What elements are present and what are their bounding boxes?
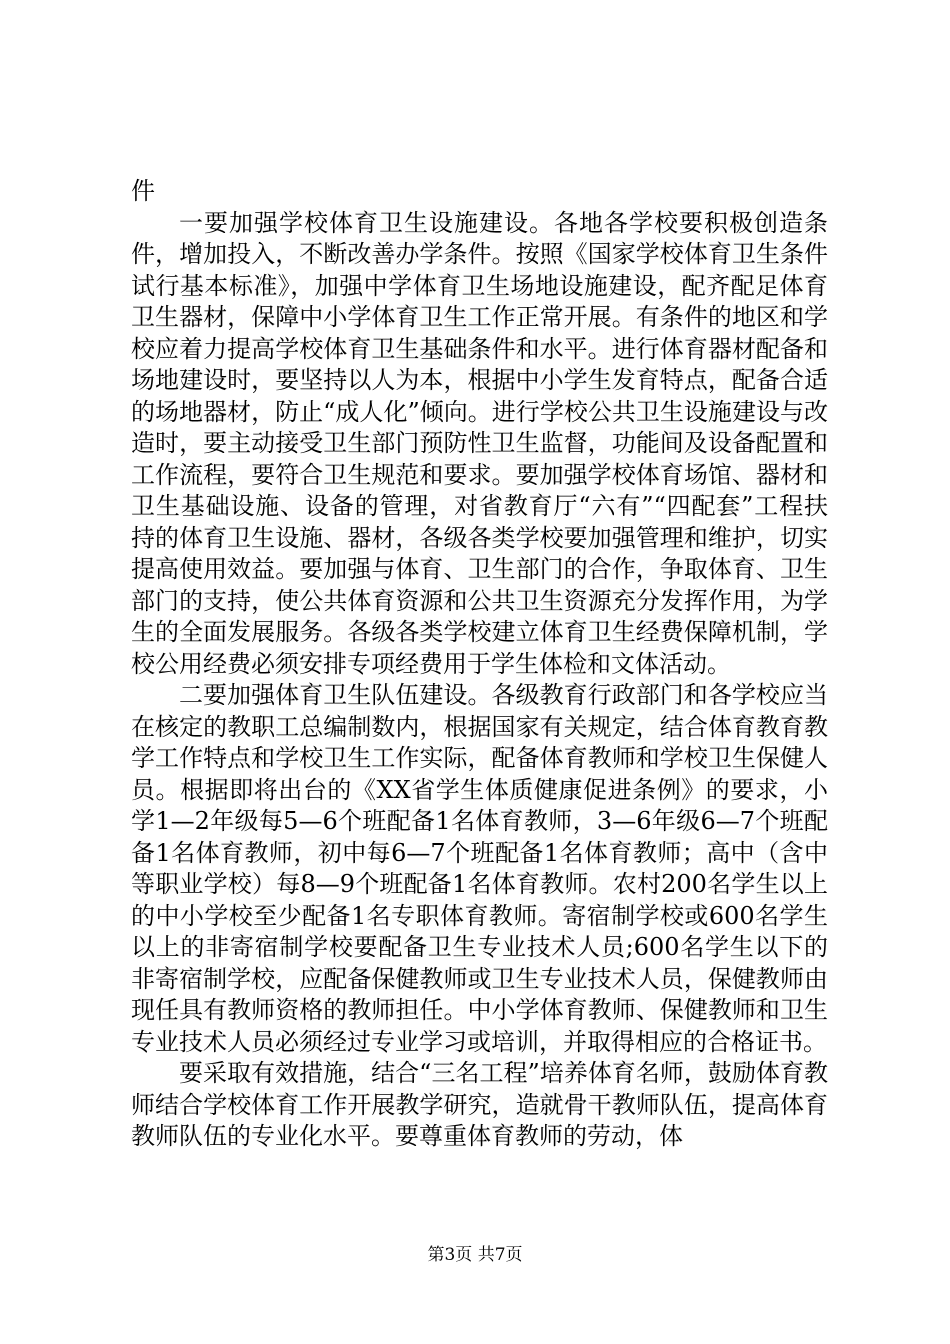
paragraph-continuation: 件 <box>131 177 155 205</box>
paragraph-facilities: 一要加强学校体育卫生设施建设。各地各学校要积极创造条件，增加投入，不断改善办学条件。按照《国家学校体育卫生条件试行基本标准》，加强中学体育卫生场地设施建设，配齐配足体育卫生器材，保障中小学体育卫生工作正常开展。有条件的地区和学校应着力提高学校体育卫生基础条件和水平。进行体育器材配备和场地建设时，要坚持以人为本，根据中小学生发育特点，配备合适的场地器材，防止“成人化”倾向。进行学校公共卫生设施建设与改造时，要主动接受卫生部门预防性卫生监督，功能间及设备配置和工作流程，要符合卫生规范和要求。要加强学校体育场馆、器材和卫生基础设施、设备的管理，对省教育厅“六有”“四配套”工程扶持的体育卫生设施、器材，各级各类学校要加强管理和维护，切实提高使用效益。要加强与体育、卫生部门的合作，争取体育、卫生部门的支持，使公共体育资源和公共卫生资源充分发挥作用，为学生的全面发展服务。各级各类学校建立体育卫生经费保障机制，学校公用经费必须安排专项经费用于学生体检和文体活动。 <box>131 208 828 678</box>
document-body <box>131 176 828 1153</box>
page-number-footer: 第3页 共7页 <box>427 1245 523 1265</box>
paragraph-staffing: 二要加强体育卫生队伍建设。各级教育行政部门和各学校应当在核定的教职工总编制数内，根据国家有关规定，结合体育教育教学工作特点和学校卫生工作实际，配备体育教师和学校卫生保健人员。根据即将出台的《XX省学生体质健康促进条例》的要求，小学1—2年级每5—6个班配备1名体育教师，3—6年级6—7个班配备1名体育教师，初中每6—7个班配备1名体育教师；高中（含中等职业学校）每8—9个班配备1名体育教师。农村200名学生以上的中小学校至少配备1名专职体育教师。寄宿制学校或600名学生以上的非寄宿制学校要配备卫生专业技术人员;600名学生以下的非寄宿制学校，应配备保健教师或卫生专业技术人员，保健教师由现任具有教师资格的教师担任。中小学体育教师、保健教师和卫生专业技术人员必须经过专业学习或培训，并取得相应的合格证书。 <box>131 681 828 1056</box>
paragraph-teacher-development: 要采取有效措施，结合“三名工程”培养体育名师，鼓励体育教师结合学校体育工作开展教学研究，造就骨干教师队伍，提高体育教师队伍的专业化水平。要尊重体育教师的劳动，体 <box>131 1059 828 1150</box>
